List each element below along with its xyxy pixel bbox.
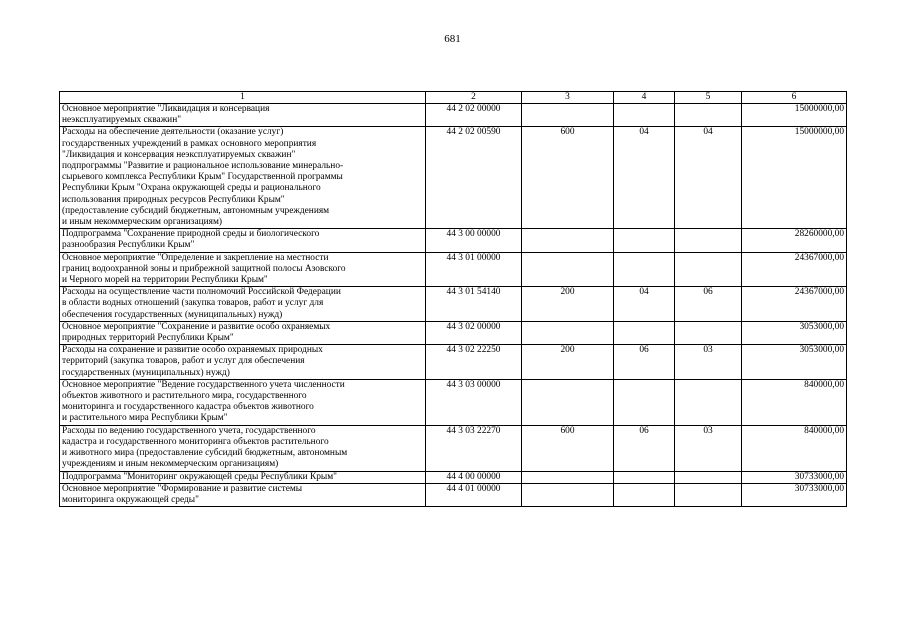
row-expense-type: 600 <box>522 425 614 471</box>
row-name: Расходы на обеспечение деятельности (оказание услуг) государственных учреждений в рамках основного мероприятия "Ликвидация и консервация неэксплуатируемых скважин" подпрограммы "Развитие и рациональное использование минерально- сырьевого комплекса Республики Крым" Государственной программы Республики Крым "Охрана окружающей среды и рационального использования природных ресурсов Республики Крым" (предоставление субсидий бюджетным, автономным учреждениям и иным некоммерческим организациям) <box>60 127 426 229</box>
row-section: 04 <box>614 127 675 229</box>
table-row <box>60 229 847 252</box>
row-code: 44 3 03 22270 <box>426 425 522 471</box>
row-name: Основное мероприятие "Сохранение и развитие особо охраняемых природных территорий Республики Крым" <box>60 321 426 344</box>
row-expense-type <box>522 471 614 483</box>
row-name: Основное мероприятие "Ведение государственного учета численности объектов животного и растительного мира, государственного мониторинга и государственного кадастра объектов животного и растительного мира Республики Крым" <box>60 379 426 425</box>
row-amount: 840000,00 <box>742 425 847 471</box>
table-header <box>60 92 847 104</box>
row-amount: 28260000,00 <box>742 229 847 252</box>
page-number: 681 <box>444 33 461 45</box>
row-subsection <box>675 471 742 483</box>
row-section <box>614 471 675 483</box>
row-amount: 3053000,00 <box>742 321 847 344</box>
row-amount: 30733000,00 <box>742 483 847 506</box>
row-expense-type: 200 <box>522 287 614 322</box>
row-expense-type <box>522 483 614 506</box>
row-expense-type <box>522 104 614 127</box>
row-name: Расходы на сохранение и развитие особо охраняемых природных территорий (закупка товаров, работ и услуг для обеспечения государственных (муниципальных) нужд) <box>60 345 426 380</box>
row-expense-type <box>522 252 614 287</box>
row-name: Подпрограмма "Мониторинг окружающей среды Республики Крым" <box>60 471 426 483</box>
row-code: 44 3 02 22250 <box>426 345 522 380</box>
row-section: 06 <box>614 345 675 380</box>
table-body <box>60 104 847 507</box>
table-row <box>60 425 847 471</box>
row-amount: 3053000,00 <box>742 345 847 380</box>
row-section: 06 <box>614 425 675 471</box>
row-subsection: 04 <box>675 127 742 229</box>
row-code: 44 4 01 00000 <box>426 483 522 506</box>
row-name: Расходы на осуществление части полномочий Российской Федерации в области водных отношений (закупка товаров, работ и услуг для обеспечения государственных (муниципальных) нужд) <box>60 287 426 322</box>
row-subsection <box>675 321 742 344</box>
budget-table <box>59 91 847 507</box>
row-subsection <box>675 229 742 252</box>
row-amount: 30733000,00 <box>742 471 847 483</box>
table-row <box>60 379 847 425</box>
row-section <box>614 321 675 344</box>
column-header-amount: 6 <box>742 92 847 104</box>
header-row <box>60 92 847 104</box>
column-header-subsection: 5 <box>675 92 742 104</box>
row-code: 44 3 01 54140 <box>426 287 522 322</box>
row-name: Основное мероприятие "Определение и закрепление на местности границ водоохранной зоны и прибрежной защитной полосы Азовского и Черного морей на территории Республики Крым" <box>60 252 426 287</box>
row-section: 04 <box>614 287 675 322</box>
row-section <box>614 483 675 506</box>
table-row <box>60 287 847 322</box>
row-subsection <box>675 104 742 127</box>
row-code: 44 3 00 00000 <box>426 229 522 252</box>
row-expense-type: 200 <box>522 345 614 380</box>
row-subsection <box>675 252 742 287</box>
table-row <box>60 321 847 344</box>
row-expense-type <box>522 229 614 252</box>
column-header-code: 2 <box>426 92 522 104</box>
row-code: 44 3 01 00000 <box>426 252 522 287</box>
row-amount: 15000000,00 <box>742 104 847 127</box>
row-subsection <box>675 483 742 506</box>
row-name: Подпрограмма "Сохранение природной среды и биологического разнообразия Республики Крым" <box>60 229 426 252</box>
row-amount: 24367000,00 <box>742 287 847 322</box>
row-expense-type: 600 <box>522 127 614 229</box>
row-code: 44 4 00 00000 <box>426 471 522 483</box>
row-subsection <box>675 379 742 425</box>
column-header-expense-type: 3 <box>522 92 614 104</box>
row-amount: 840000,00 <box>742 379 847 425</box>
row-section <box>614 229 675 252</box>
row-section <box>614 379 675 425</box>
table-row <box>60 471 847 483</box>
row-code: 44 3 03 00000 <box>426 379 522 425</box>
table-row <box>60 252 847 287</box>
row-subsection: 03 <box>675 345 742 380</box>
column-header-name: 1 <box>60 92 426 104</box>
row-code: 44 2 02 00000 <box>426 104 522 127</box>
table-row <box>60 127 847 229</box>
row-section <box>614 252 675 287</box>
row-name: Основное мероприятие "Ликвидация и консервация неэксплуатируемых скважин" <box>60 104 426 127</box>
row-name: Расходы по ведению государственного учета, государственного кадастра и государственного мониторинга объектов растительного и животного мира (предоставление субсидий бюджетным, автономным учреждениям и иным некоммерческим организациям) <box>60 425 426 471</box>
table-row <box>60 483 847 506</box>
row-section <box>614 104 675 127</box>
row-subsection: 03 <box>675 425 742 471</box>
row-code: 44 2 02 00590 <box>426 127 522 229</box>
row-name: Основное мероприятие "Формирование и развитие системы мониторинга окружающей среды" <box>60 483 426 506</box>
column-header-section: 4 <box>614 92 675 104</box>
row-amount: 15000000,00 <box>742 127 847 229</box>
row-expense-type <box>522 379 614 425</box>
row-amount: 24367000,00 <box>742 252 847 287</box>
row-code: 44 3 02 00000 <box>426 321 522 344</box>
table-row <box>60 104 847 127</box>
table-row <box>60 345 847 380</box>
row-expense-type <box>522 321 614 344</box>
row-subsection: 06 <box>675 287 742 322</box>
